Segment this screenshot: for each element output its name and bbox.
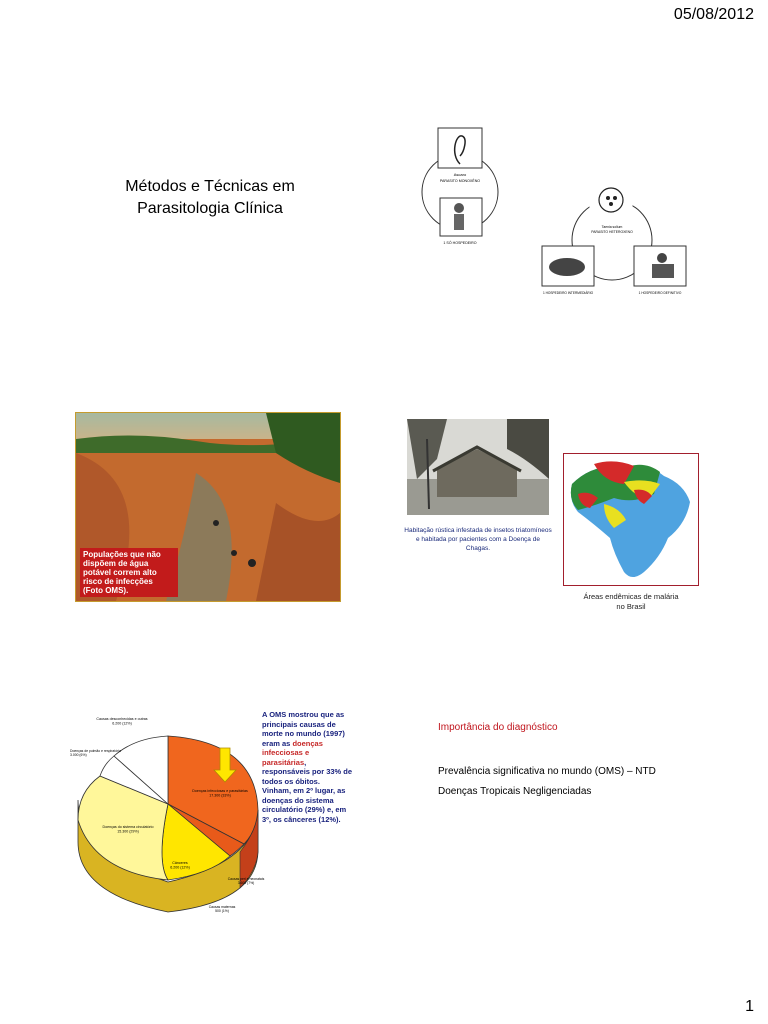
hetero-definitive-label: 1 HOSPEDEIRO DEFINITIVO [638, 291, 682, 295]
pie-label-others: Causas desconhecidas e outras 6.200 (12%) [96, 717, 148, 726]
who-text-a: A OMS mostrou que as principais causas de morte no mundo (1997) eram as [262, 710, 345, 748]
pie-label-infectious: Doenças infecciosas e parasitárias 17.300 (33%) [192, 789, 248, 798]
prevalence-text [438, 762, 710, 802]
pie-label-circulatory: Doenças do sistema circulatório 15.300 (29%) [102, 825, 154, 834]
hetero-top-label: Taenia solium [601, 225, 623, 229]
document-date: 05/08/2012 [673, 6, 754, 23]
who-text-highlight: doenças infecciosas e parasitárias [262, 738, 323, 767]
pie-label-maternal: Causas maternas 500 (1%) [208, 905, 236, 914]
prevalence-line2: Doenças Tropicais Negligenciadas [438, 786, 592, 797]
slide-title [100, 176, 320, 220]
causes-of-death-pie [60, 712, 265, 922]
pie-label-external: Causas peri e neonatais 3.600 (7%) [227, 877, 265, 886]
map-caption [566, 592, 696, 612]
pie-label-perinatal: Doenças de pulmão e respiratória 3.000 (6%) [70, 749, 121, 758]
life-cycle-diagram [412, 122, 702, 300]
house-photo-caption: Habitação rústica infestada de insetos triatomíneos e habitada por pacientes com a Doença de Chagas. [404, 527, 552, 552]
who-text-c: Vinham, em 2º lugar, as doenças do sistema circulatório (29%) e, em 3º, os cânceres (12%). [262, 786, 347, 824]
mono-host-label: 1 SÓ HOSPEDEIRO [443, 241, 477, 245]
pie-label-cancer: Cânceres 6.200 (12%) [170, 861, 190, 870]
water-photo-caption: Populações que não dispõem de água potável correm alto risco de infecções (Foto OMS). [80, 548, 178, 597]
malaria-map [563, 453, 699, 586]
who-text-b: , responsáveis por 33% de todos os óbitos. [262, 757, 353, 786]
hetero-parasite-label: PARASITO HETEROXENO [591, 230, 633, 234]
importance-heading: Importância do diagnóstico [438, 722, 558, 733]
slide-title-line1: Métodos e Técnicas em [125, 178, 295, 195]
mono-top-label: Ascaro [453, 172, 467, 177]
hetero-intermediate-label: 1 HOSPEDEIRO INTERMEDIÁRIO [542, 291, 594, 295]
who-statistics-text [262, 710, 354, 824]
prevalence-line1: Prevalência significativa no mundo (OMS) – NTD [438, 766, 656, 777]
slide-title-line2: Parasitologia Clínica [137, 200, 283, 217]
map-caption-line2: no Brasil [616, 602, 646, 611]
mono-parasite-label: PARASITO MONOXÊNO [439, 179, 481, 183]
map-caption-line1: Áreas endêmicas de malária [583, 592, 679, 601]
house-photo [407, 419, 549, 515]
page-number: 1 [745, 998, 754, 1015]
